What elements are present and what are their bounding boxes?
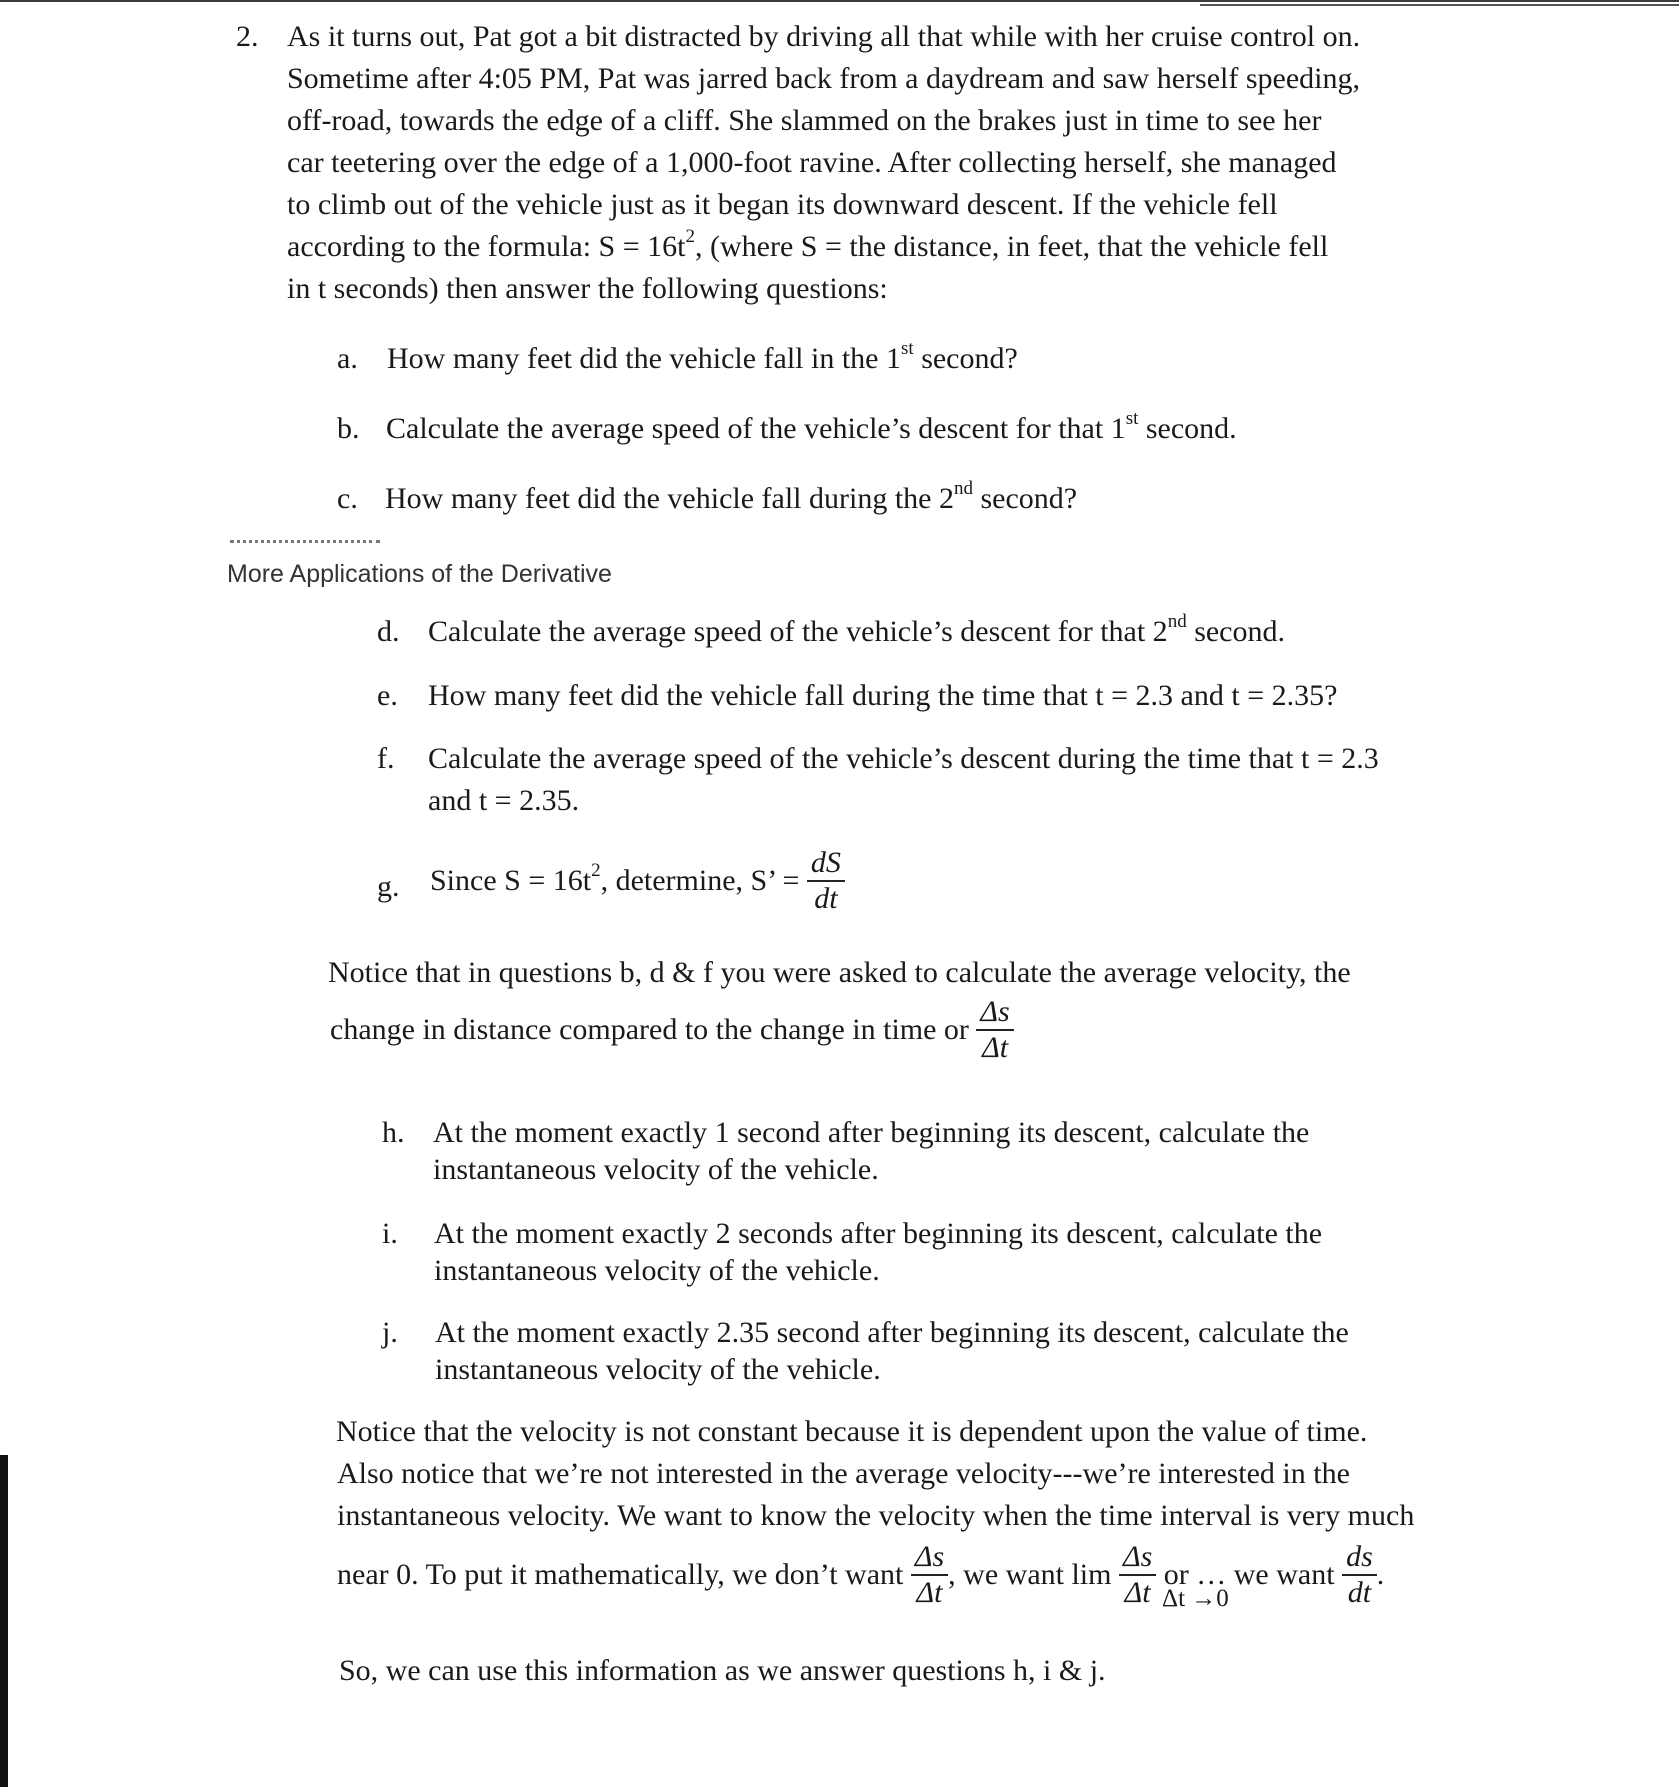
problem-line-5: to climb out of the vehicle just as it began its downward descent. If the vehicle fell (287, 188, 1278, 221)
problem-formula-line (287, 226, 1328, 268)
question-a-text: How many feet did the vehicle fall in the 1 (387, 342, 901, 375)
question-d-sup: nd (1167, 611, 1187, 632)
fraction-denominator: Δt (1124, 1576, 1151, 1609)
question-d-label: d. (377, 615, 400, 648)
problem-number: 2. (236, 20, 259, 53)
delta-fraction (976, 995, 1013, 1065)
fraction-numerator: Δs (911, 1540, 948, 1576)
question-f-line-2: and t = 2.35. (428, 784, 580, 817)
question-d-text-end: second. (1186, 615, 1285, 648)
question-d-text: Calculate the average speed of the vehicle’s descent for that 2 (428, 615, 1168, 648)
question-g-label: g. (377, 870, 400, 903)
question-c-label: c. (337, 482, 358, 515)
section-header-title: More Applications of the Derivative (227, 560, 612, 588)
question-b-text-end: second. (1138, 412, 1237, 445)
question-b (386, 408, 1237, 450)
page-break-marks (230, 540, 380, 547)
question-h-line-1: At the moment exactly 1 second after beginning its descent, calculate the (433, 1116, 1310, 1149)
limit-subscript: Δt →0 (1162, 1585, 1229, 1612)
fraction-numerator: Δs (976, 995, 1013, 1031)
formula-text-after: , (where S = the distance, in feet, that the vehicle fell (695, 230, 1329, 263)
question-a-sup: st (901, 338, 914, 359)
question-i-label: i. (382, 1217, 398, 1250)
question-j-label: j. (382, 1316, 398, 1349)
problem-line-6: in t seconds) then answer the following questions: (287, 272, 888, 305)
fraction-denominator: dt (1347, 1576, 1372, 1609)
notice1-line-2 (330, 995, 1014, 1065)
notice2-text-a: near 0. To put it mathematically, we don’t want (337, 1558, 904, 1591)
question-b-label: b. (337, 412, 360, 445)
question-c-sup: nd (954, 478, 973, 499)
problem-line-4: car teetering over the edge of a 1,000-foot ravine. After collecting herself, she managed (287, 146, 1337, 179)
notice2-line-2: Also notice that we’re not interested in the average velocity---we’re interested in the (337, 1457, 1350, 1490)
delta-fraction-2 (1119, 1540, 1156, 1610)
question-i-line-1: At the moment exactly 2 seconds after beginning its descent, calculate the (434, 1217, 1323, 1250)
question-h-line-2: instantaneous velocity of the vehicle. (433, 1153, 879, 1186)
delta-fraction-1 (911, 1540, 948, 1610)
question-g-text-end: , determine, S’ = (600, 864, 800, 897)
fraction-numerator: Δs (1119, 1540, 1156, 1576)
question-i-line-2: instantaneous velocity of the vehicle. (434, 1254, 880, 1287)
notice2-text-d: . (1376, 1558, 1385, 1591)
question-c (385, 478, 1077, 520)
question-j-line-1: At the moment exactly 2.35 second after beginning its descent, calculate the (435, 1316, 1349, 1349)
scan-edge-left (0, 1455, 8, 1787)
question-j-line-2: instantaneous velocity of the vehicle. (435, 1353, 881, 1386)
question-b-text: Calculate the average speed of the vehicle’s descent for that 1 (386, 412, 1126, 445)
question-h-label: h. (382, 1116, 405, 1149)
derivative-fraction (807, 846, 845, 916)
question-f-label: f. (377, 742, 395, 775)
notice1-line-1: Notice that in questions b, d & f you were asked to calculate the average velocity, the (328, 956, 1351, 989)
fraction-denominator: Δt (916, 1576, 943, 1609)
question-d (428, 611, 1285, 653)
derivative-fraction-2 (1342, 1540, 1377, 1610)
fraction-numerator: dS (807, 846, 845, 882)
closing-text: So, we can use this information as we answer questions h, i & j. (339, 1654, 1106, 1687)
problem-line-3: off-road, towards the edge of a cliff. She slammed on the brakes just in time to see her (287, 104, 1322, 137)
notice2-line-1: Notice that the velocity is not constant because it is dependent upon the value of time. (336, 1415, 1368, 1448)
notice1-text: change in distance compared to the change in time or (330, 1013, 969, 1046)
fraction-numerator: ds (1342, 1540, 1377, 1576)
fraction-denominator: dt (814, 882, 838, 915)
notice2-text-b: , we want lim (948, 1558, 1112, 1591)
question-f-line-1: Calculate the average speed of the vehicle’s descent during the time that t = 2.3 (428, 742, 1379, 775)
question-a-text-end: second? (913, 342, 1018, 375)
problem-line-1: As it turns out, Pat got a bit distracted by driving all that while with her cruise control on. (287, 20, 1361, 53)
question-b-sup: st (1125, 408, 1139, 429)
question-e-label: e. (377, 679, 398, 712)
fraction-denominator: Δt (982, 1031, 1009, 1064)
question-a-label: a. (337, 342, 358, 375)
formula-exponent: 2 (685, 226, 695, 247)
notice2-line-3: instantaneous velocity. We want to know the velocity when the time interval is very much (337, 1499, 1415, 1532)
question-g-exponent: 2 (591, 860, 601, 881)
question-g-text: Since S = 16t (430, 864, 592, 897)
scan-edge-top (0, 0, 1679, 2)
notice2-text-c: or … we want (1163, 1558, 1335, 1591)
question-c-text: How many feet did the vehicle fall during the 2 (385, 482, 954, 515)
scan-edge-top-right (1200, 4, 1679, 6)
question-a (387, 338, 1018, 380)
question-e-text: How many feet did the vehicle fall during the time that t = 2.3 and t = 2.35? (428, 679, 1338, 712)
problem-line-2: Sometime after 4:05 PM, Pat was jarred back from a daydream and saw herself speeding, (287, 62, 1360, 95)
question-c-text-end: second? (973, 482, 1078, 515)
question-g (430, 846, 845, 916)
formula-text: according to the formula: S = 16t (287, 230, 686, 263)
